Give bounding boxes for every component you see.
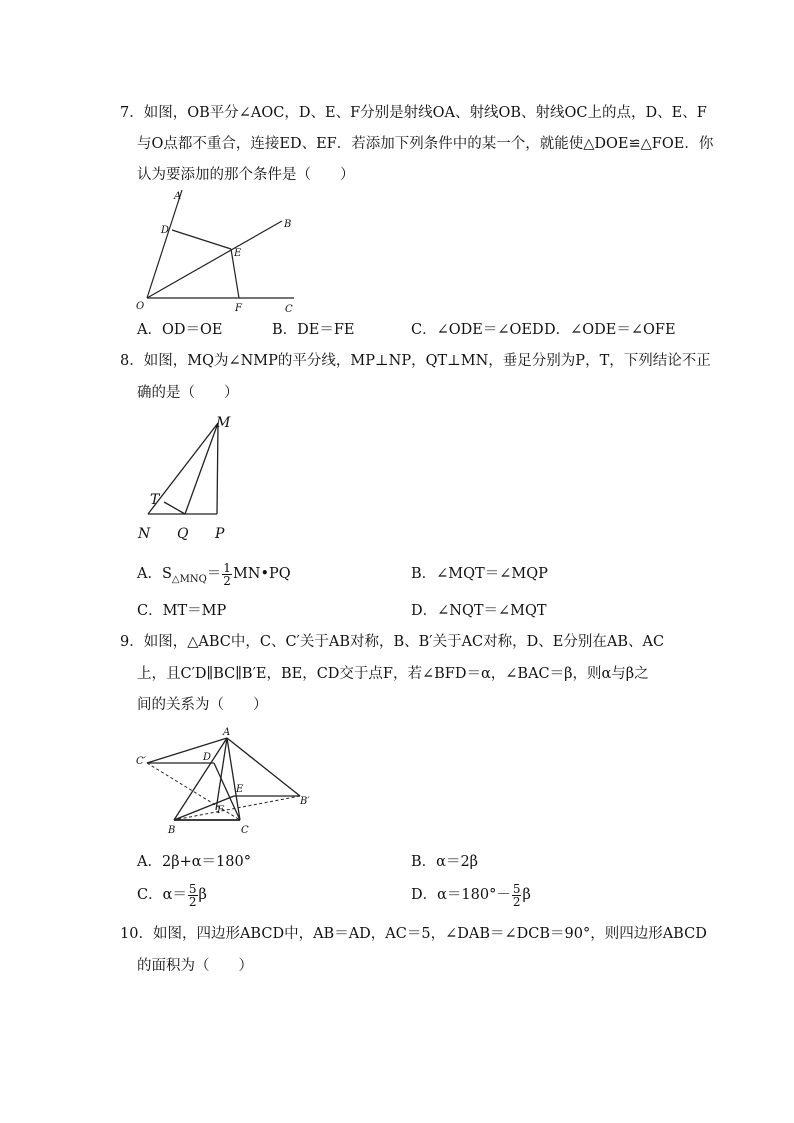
q7-option-d: D．∠ODE＝∠OFE xyxy=(544,322,676,338)
q8-option-a-equals: ＝ xyxy=(206,566,222,582)
q9-label-f: F xyxy=(217,805,224,816)
q7-option-a: A．OD＝OE xyxy=(137,322,223,338)
q9-option-d-prefix: D．α＝180°－ xyxy=(411,887,511,903)
q9-option-c-numerator: 5 xyxy=(188,881,197,896)
q7-line-2: 与O点都不重合，连接ED、EF．若添加下列条件中的某一个，就能使△DOE≌△FOE．你 xyxy=(137,136,714,152)
q9-line-3: 间的关系为（ ） xyxy=(137,697,268,713)
q7-line-3: 认为要添加的那个条件是（ ） xyxy=(137,167,355,183)
q8-option-b: B．∠MQT＝∠MQP xyxy=(411,566,548,582)
q9-option-d xyxy=(411,882,531,908)
q9-option-d-numerator: 5 xyxy=(512,881,521,896)
q9-option-c-fraction xyxy=(188,883,198,908)
q8-figure xyxy=(130,408,240,543)
q7-option-c: C．∠ODE＝∠OED xyxy=(411,322,544,338)
q10-line-2: 的面积为（ ） xyxy=(137,958,253,974)
q9-option-c-denominator: 2 xyxy=(188,894,197,909)
q8-label-m: M xyxy=(216,415,231,431)
q10-line-1: 10．如图，四边形ABCD中，AB＝AD，AC＝5，∠DAB＝∠DCB＝90°，则四边形ABCD xyxy=(120,926,707,942)
q9-option-c-prefix: C．α＝ xyxy=(137,887,187,903)
q8-option-a-prefix: A．S xyxy=(137,566,172,582)
q9-label-d: D xyxy=(203,752,212,763)
q7-label-a: A xyxy=(174,191,182,202)
q9-figure xyxy=(130,720,330,840)
q9-option-a: A．2β+α＝180° xyxy=(137,854,251,870)
q7-label-e: E xyxy=(234,248,242,259)
q9-option-b: B．α＝2β xyxy=(411,854,479,870)
q8-line-1: 8．如图，MQ为∠NMP的平分线，MP⊥NP，QT⊥MN，垂足分别为P，T，下列结论不正 xyxy=(120,353,711,369)
q9-label-b-prime: B′ xyxy=(300,796,310,807)
q9-label-a: A xyxy=(223,727,231,738)
q7-figure xyxy=(130,185,310,320)
q8-option-c: C．MT＝MP xyxy=(137,603,227,619)
q9-option-d-fraction xyxy=(512,883,522,908)
q7-label-f: F xyxy=(235,303,242,314)
q8-option-d: D．∠NQT＝∠MQT xyxy=(411,603,547,619)
q8-option-a xyxy=(137,561,291,593)
q8-label-n: N xyxy=(138,526,151,542)
q9-line-1: 9．如图，△ABC中，C、C′关于AB对称，B、B′关于AC对称，D、E分别在AB、AC xyxy=(120,634,665,650)
q9-option-d-suffix: β xyxy=(522,887,531,903)
q8-option-a-fraction xyxy=(222,562,232,587)
q8-label-t: T xyxy=(150,492,160,508)
q7-label-o: O xyxy=(136,301,145,312)
q7-option-b: B．DE＝FE xyxy=(272,322,355,338)
q7-line-1: 7．如图，OB平分∠AOC，D、E、F分别是射线OA、射线OB、射线OC上的点，D、E、F xyxy=(120,105,707,121)
q9-line-2: 上，且C′D∥BC∥B′E，BE，CD交于点F，若∠BFD＝α，∠BAC＝β，则α与β之 xyxy=(137,666,649,682)
q7-label-c: C xyxy=(285,304,293,315)
q9-option-d-denominator: 2 xyxy=(512,894,521,909)
q8-option-a-numerator: 1 xyxy=(223,560,231,575)
q8-option-a-subscript: △MNQ xyxy=(171,573,207,585)
q9-label-e: E xyxy=(236,784,244,795)
q9-option-c-suffix: β xyxy=(198,887,207,903)
q8-option-a-denominator: 2 xyxy=(223,573,231,588)
q8-option-a-rest: MN•PQ xyxy=(232,566,291,582)
q7-label-d: D xyxy=(161,225,170,236)
q9-label-b: B xyxy=(168,825,176,836)
q9-label-c-prime: C′ xyxy=(136,756,146,767)
q8-line-2: 确的是（ ） xyxy=(137,385,239,401)
q9-label-c: C xyxy=(241,825,249,836)
q8-label-p: P xyxy=(215,526,225,542)
q8-label-q: Q xyxy=(177,526,189,542)
q7-label-b: B xyxy=(284,219,292,230)
q9-option-c xyxy=(137,882,207,908)
